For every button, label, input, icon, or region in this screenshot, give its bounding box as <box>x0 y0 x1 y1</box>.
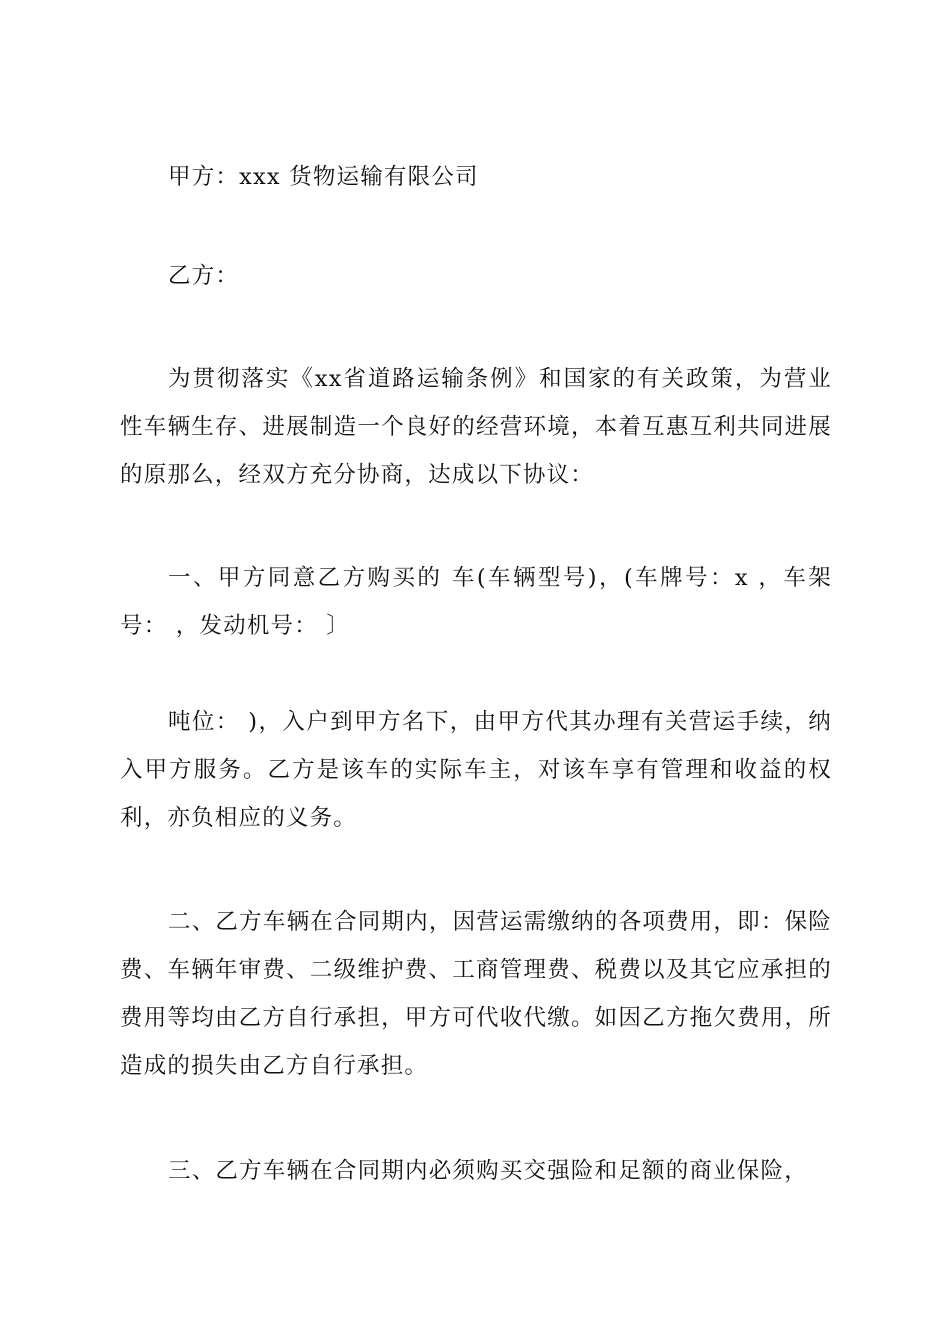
preamble-paragraph: 为贯彻落实《xx省道路运输条例》和国家的有关政策，为营业性车辆生存、进展制造一个良好的经营环境，本着互惠互利共同进展的原那么，经双方充分协商，达成以下协议： <box>120 366 832 488</box>
clause-1-continuation-paragraph: 吨位： )，入户到甲方名下，由甲方代其办理有关营运手续，纳入甲方服务。乙方是该车的实际车主，对该车享有管理和收益的权利，亦负相应的义务。 <box>120 709 832 831</box>
party-a-line: 甲方：xxx 货物运输有限公司 <box>168 164 479 190</box>
clause-1-paragraph: 一、甲方同意乙方购买的 车(车辆型号)，(车牌号：x ，车架号： ，发动机号： 〕 <box>120 565 832 639</box>
clause-2-paragraph: 二、乙方车辆在合同期内，因营运需缴纳的各项费用，即：保险费、车辆年审费、二级维护费、工商管理费、税费以及其它应承担的费用等均由乙方自行承担，甲方可代收代缴。如因乙方拖欠费用，所造成的损失由乙方自行承担。 <box>120 909 832 1079</box>
clause-3-paragraph: 三、乙方车辆在合同期内必须购买交强险和足额的商业保险， <box>168 1158 808 1184</box>
party-b-line: 乙方： <box>168 263 240 289</box>
